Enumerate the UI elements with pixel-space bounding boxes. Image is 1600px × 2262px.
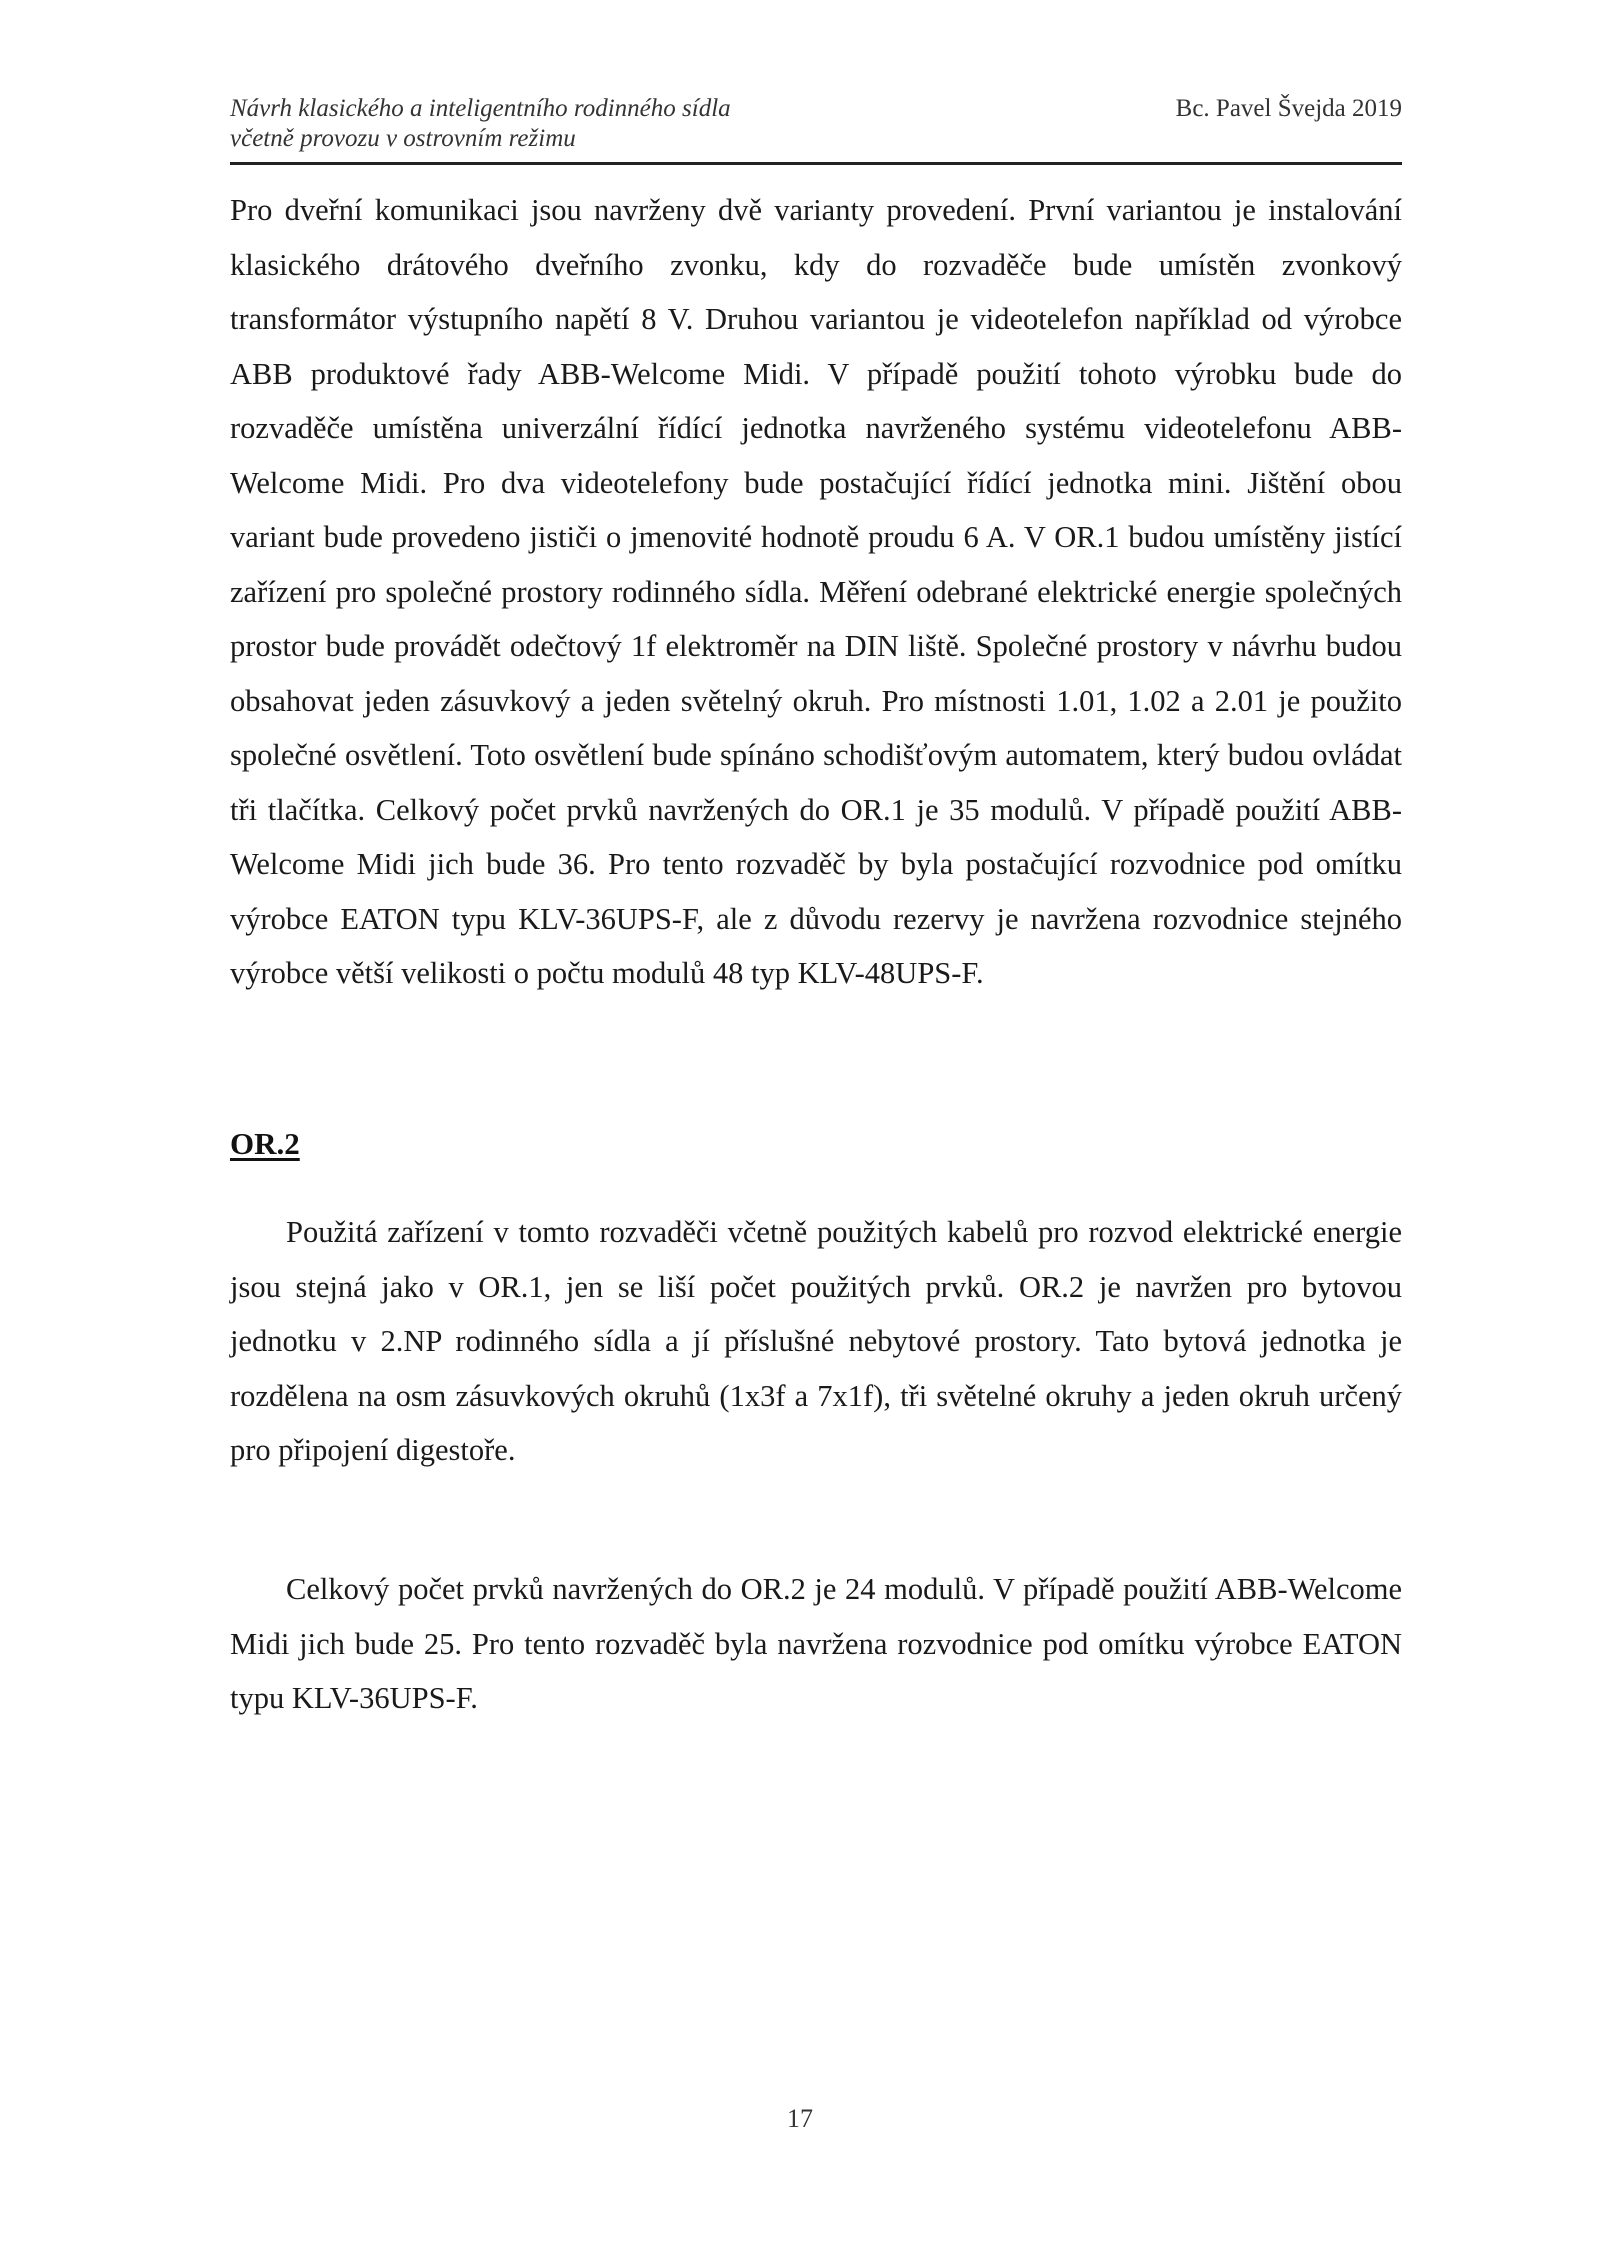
paragraph-door-communication: Pro dveřní komunikaci jsou navrženy dvě varianty provedení. První variantou je instalování klasického drátového dveřního zvonku, kdy do rozvaděče bude umístěn zvonkový transformátor výstupního napětí 8 V. Druhou variantou je videotelefon například od výrobce ABB produktové řady ABB-Welcome Midi. V případě použití tohoto výrobku bude do rozvaděče umístěna univerzální řídící jednotka navrženého systému videotelefonu ABB-Welcome Midi. Pro dva videotelefony bude postačující řídící jednotka mini. Jištění obou variant bude provedeno jističi o jmenovité hodnotě proudu 6 A. V OR.1 budou umístěny jistící zařízení pro společné prostory rodinného sídla. Měření odebrané elektrické energie společných prostor bude provádět odečtový 1f elektroměr na DIN liště. Společné prostory v návrhu budou obsahovat jeden zásuvkový a jeden světelný okruh. Pro místnosti 1.01, 1.02 a 2.01 je použito společné osvětlení. Toto osvětlení bude spínáno schodišťovým automatem, který budou ovládat tři tlačítka. Celkový počet prvků navržených do OR.1 je 35 modulů. V případě použití ABB-Welcome Midi jich bude 36. Pro tento rozvaděč by byla postačující rozvodnice pod omítku výrobce EATON typu KLV-36UPS-F, ale z důvodu rezervy je navržena rozvodnice stejného výrobce větší velikosti o počtu modulů 48 typ KLV-48UPS-F. [230,193,1402,990]
page-number: 17 [787,2104,813,2133]
paragraph-or2-modules: Celkový počet prvků navržených do OR.2 je 24 modulů. V případě použití ABB-Welcome Midi jich bude 25. Pro tento rozvaděč byla navržena rozvodnice pod omítku výrobce EATON typu KLV-36UPS-F. [230,1572,1402,1715]
section-heading-or2: OR.2 [230,1126,300,1161]
header-title-line1: Návrh klasického a inteligentního rodinného sídla [230,95,731,122]
header-title-line2: včetně provozu v ostrovním režimu [230,125,576,152]
paragraph-or2-devices: Použitá zařízení v tomto rozvaděči včetně použitých kabelů pro rozvod elektrické energie jsou stejná jako v OR.1, jen se liší počet použitých prvků. OR.2 je navržen pro bytovou jednotku v 2.NP rodinného sídla a jí příslušné nebytové prostory. Tato bytová jednotka je rozdělena na osm zásuvkových okruhů (1x3f a 7x1f), tři světelné okruhy a jeden okruh určený pro připojení digestoře. [230,1215,1402,1467]
header-author: Bc. Pavel Švejda 2019 [1175,95,1402,122]
header-title [230,94,731,154]
page-header [230,94,1402,165]
